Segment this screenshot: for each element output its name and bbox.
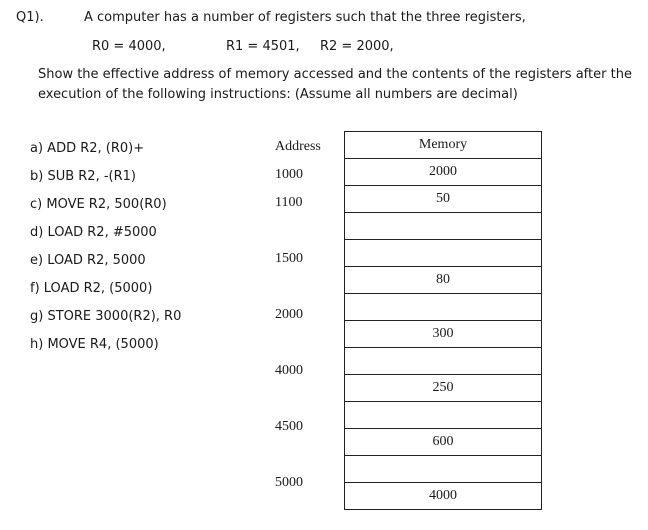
instruction-e: e) LOAD R2, 5000 [30,253,146,268]
address-1500: 1500 [275,251,303,266]
memory-header-row [345,132,542,159]
register-r2: R2 = 2000, [320,39,394,54]
instruction-g: g) STORE 3000(R2), R0 [30,309,182,324]
address-4500: 4500 [275,419,303,434]
memory-row [345,429,542,456]
memory-row [345,348,542,375]
register-r1: R1 = 4501, [226,39,300,54]
instruction-a: a) ADD R2, (R0)+ [30,141,145,156]
memory-row [345,186,542,213]
register-r0: R0 = 4000, [92,39,166,54]
memory-row [345,321,542,348]
address-header: Address [275,139,321,154]
memory-cell: 4000 [345,483,542,510]
memory-cell: 80 [345,267,542,294]
memory-header: Memory [345,132,542,159]
instruction-b: b) SUB R2, -(R1) [30,169,136,184]
memory-row [345,240,542,267]
memory-cell: 50 [345,186,542,213]
question-body-line-1: Show the effective address of memory accessed and the contents of the registers after the [38,67,632,82]
memory-row [345,159,542,186]
memory-cell [345,456,542,483]
address-2000: 2000 [275,307,303,322]
memory-row [345,375,542,402]
address-1000: 1000 [275,167,303,182]
memory-table [344,131,542,510]
memory-cell: 300 [345,321,542,348]
memory-cell: 600 [345,429,542,456]
memory-row [345,213,542,240]
address-5000: 5000 [275,475,303,490]
memory-cell [345,294,542,321]
instruction-d: d) LOAD R2, #5000 [30,225,157,240]
question-label: Q1). [16,10,44,25]
memory-cell [345,213,542,240]
memory-row [345,294,542,321]
memory-cell: 2000 [345,159,542,186]
memory-cell [345,348,542,375]
question-body-line-2: execution of the following instructions: (Assume all numbers are decimal) [38,87,518,102]
address-4000: 4000 [275,363,303,378]
address-1100: 1100 [275,195,303,210]
instruction-f: f) LOAD R2, (5000) [30,281,153,296]
memory-row [345,483,542,510]
memory-cell [345,240,542,267]
memory-row [345,456,542,483]
question-intro: A computer has a number of registers such that the three registers, [84,10,526,25]
memory-cell: 250 [345,375,542,402]
instruction-h: h) MOVE R4, (5000) [30,337,159,352]
memory-cell [345,402,542,429]
memory-row [345,402,542,429]
instruction-c: c) MOVE R2, 500(R0) [30,197,167,212]
memory-row [345,267,542,294]
